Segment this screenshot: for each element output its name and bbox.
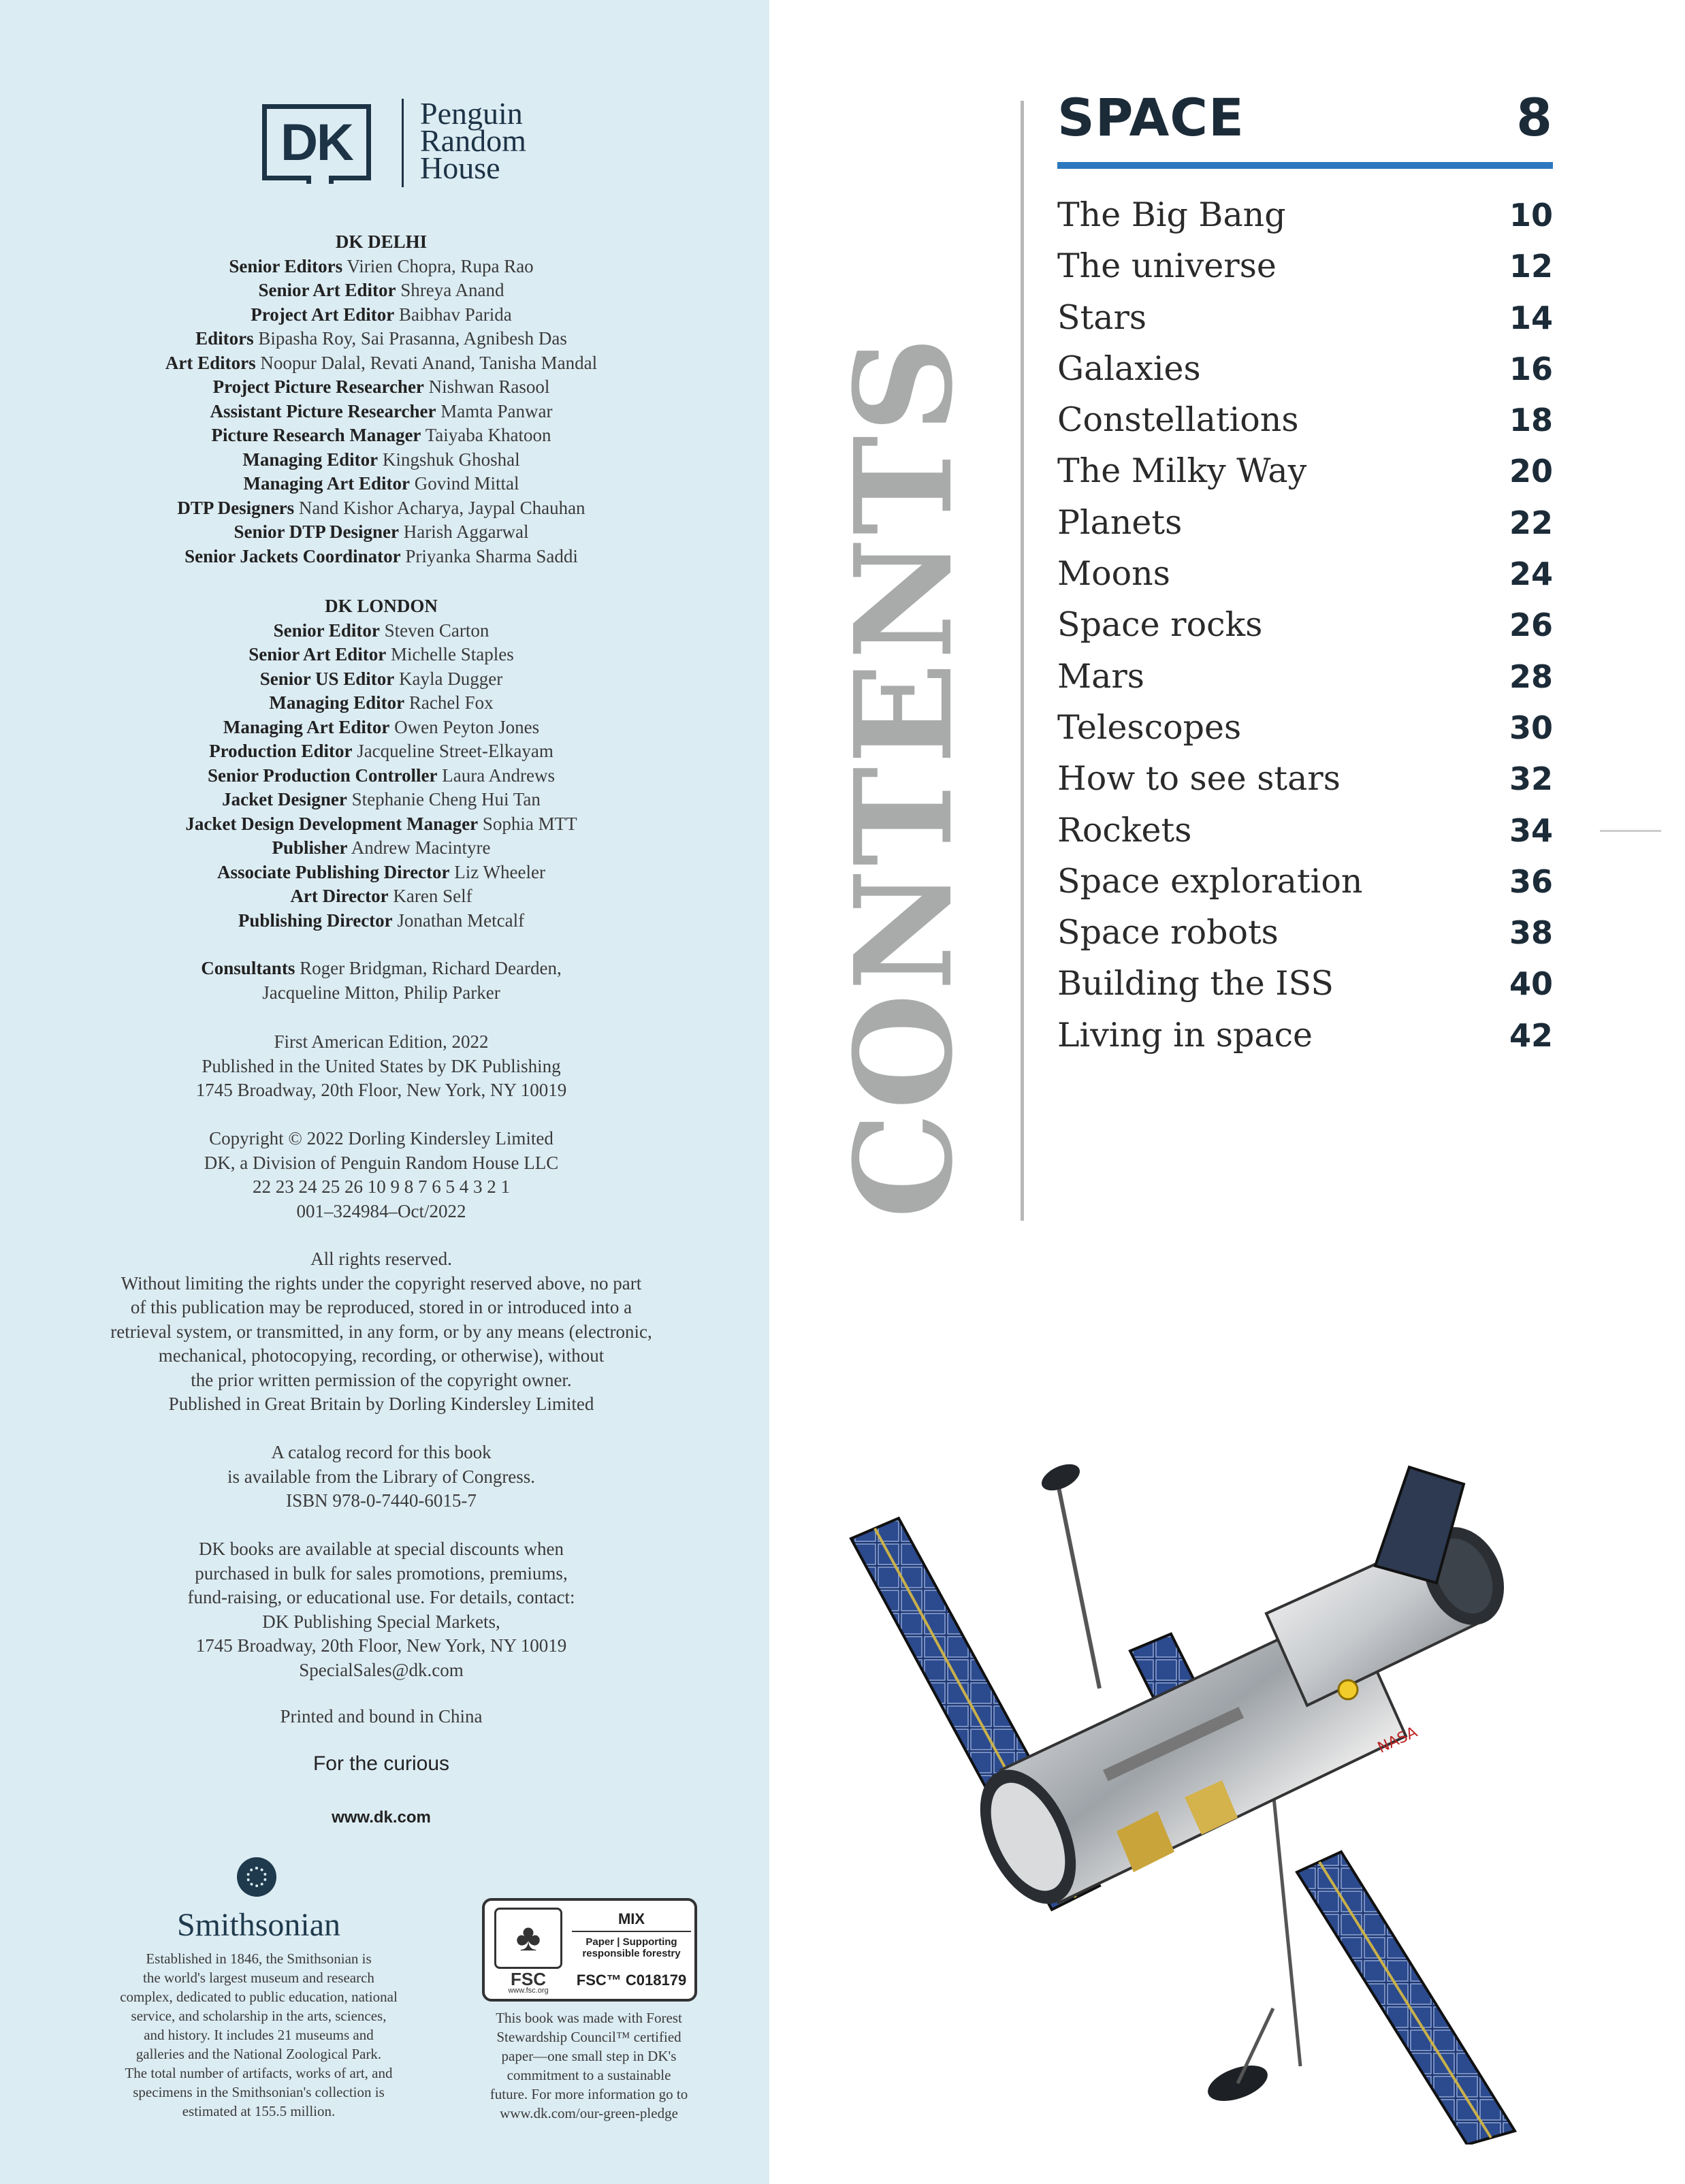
hubble-telescope-image xyxy=(831,1450,1593,2145)
credit-row xyxy=(41,278,722,303)
smithsonian-logo-text: Smithsonian xyxy=(176,1907,341,1943)
text-line: Published in Great Britain by Dorling Kindersley Limited xyxy=(168,1394,594,1414)
fsc-mix: MIX xyxy=(617,1910,645,1927)
toc-entry[interactable] xyxy=(1057,344,1553,396)
special-sales-info xyxy=(41,1537,722,1682)
toc-entry-page: 12 xyxy=(1509,248,1553,285)
toc-entry[interactable] xyxy=(1057,754,1553,805)
text-line: paper—one small step in DK's xyxy=(501,2048,677,2064)
credit-row xyxy=(41,667,722,692)
credit-role: Senior Jackets Coordinator xyxy=(184,545,401,566)
credit-role: Senior Production Controller xyxy=(208,765,438,786)
credit-names: Bipasha Roy, Sai Prasanna, Agnibesh Das xyxy=(258,328,567,349)
credit-row xyxy=(41,520,722,545)
credit-role: Publisher xyxy=(272,837,348,858)
text-line: 1745 Broadway, 20th Floor, New York, NY 10019 xyxy=(195,1080,567,1100)
toc-entry[interactable] xyxy=(1057,959,1553,1010)
credit-role: Project Art Editor xyxy=(251,304,395,325)
toc-entry[interactable] xyxy=(1057,600,1553,652)
credit-row xyxy=(41,957,722,981)
email: SpecialSales@dk.com xyxy=(299,1659,464,1680)
credit-row xyxy=(41,400,722,424)
toc-entry-title: Mars xyxy=(1057,656,1144,696)
text-line: DK, a Division of Penguin Random House LLC xyxy=(204,1152,559,1173)
text-line: and history. It includes 21 museums and xyxy=(144,2027,374,2043)
credit-row xyxy=(41,448,722,472)
text-line: galleries and the National Zoological Park. xyxy=(135,2046,382,2062)
fsc-url: www.fsc.org xyxy=(508,1987,549,1995)
toc-entry-page: 42 xyxy=(1509,1016,1553,1054)
toc-entry-title: Galaxies xyxy=(1057,349,1201,388)
credit-role: Managing Editor xyxy=(242,449,379,470)
dk-prh-logo xyxy=(262,96,562,187)
toc-entry-page: 40 xyxy=(1509,965,1553,1003)
toc-entry-title: The universe xyxy=(1057,246,1277,286)
scan-mark xyxy=(1600,830,1661,832)
credit-role: Assistant Picture Researcher xyxy=(210,400,436,421)
credit-names: Liz Wheeler xyxy=(454,861,545,882)
credit-row xyxy=(41,812,722,837)
toc-entry[interactable] xyxy=(1057,242,1553,293)
toc-entry-page: 26 xyxy=(1509,607,1553,644)
credit-names: Karen Self xyxy=(393,886,472,906)
credit-role: Senior Art Editor xyxy=(258,280,396,300)
credit-role: Senior US Editor xyxy=(259,668,395,689)
toc-entry-title: Moons xyxy=(1057,554,1170,594)
toc-entry-page: 20 xyxy=(1509,453,1553,490)
credit-row xyxy=(41,861,722,885)
text-line: Without limiting the rights under the copyright reserved above, no part xyxy=(121,1272,642,1294)
text-line: 1745 Broadway, 20th Floor, New York, NY 10019 xyxy=(195,1635,567,1656)
text-line: of this publication may be reproduced, stored in or introduced into a xyxy=(130,1297,632,1317)
toc-entry-title: Building the ISS xyxy=(1057,964,1334,1003)
text-line: mechanical, photocopying, recording, or otherwise), without xyxy=(158,1345,605,1366)
toc-entry-title: Planets xyxy=(1057,502,1183,542)
credit-role: Associate Publishing Director xyxy=(217,861,450,882)
toc-entry[interactable] xyxy=(1057,447,1553,498)
text-line: 22 23 24 25 26 10 9 8 7 6 5 4 3 2 1 xyxy=(253,1176,510,1197)
prh-logo-line: Penguin xyxy=(420,96,523,131)
credit-names: Sophia MTT xyxy=(482,813,577,834)
text-line: DK Publishing Special Markets, xyxy=(262,1611,500,1632)
toc-entry-title: Constellations xyxy=(1057,400,1299,440)
text-line: the world's largest museum and research xyxy=(143,1970,374,1986)
fsc-tree-icon: ♣ xyxy=(494,1908,562,1969)
credit-row xyxy=(41,716,722,740)
dk-logo: DK xyxy=(262,104,371,180)
toc-entry-title: Space exploration xyxy=(1057,861,1363,901)
consultants-credits xyxy=(41,957,722,1005)
credit-row xyxy=(41,788,722,812)
text-line: Paper | Supporting xyxy=(585,1936,677,1948)
credit-names: Noopur Dalal, Revati Anand, Tanisha Mandal xyxy=(260,352,598,373)
toc-entry-title: Telescopes xyxy=(1057,707,1242,747)
credit-row xyxy=(41,884,722,909)
credit-names: Stephanie Cheng Hui Tan xyxy=(351,789,541,809)
credit-role: Jacket Designer xyxy=(222,789,347,809)
toc-entry[interactable] xyxy=(1057,652,1553,703)
fsc-code: FSC™ C018179 xyxy=(576,1972,687,1989)
credit-names: Harish Aggarwal xyxy=(403,521,529,542)
credit-names: Laura Andrews xyxy=(442,765,555,786)
credit-row xyxy=(41,739,722,764)
credit-names: Roger Bridgman, Richard Dearden, xyxy=(300,958,562,978)
credit-names: Jacqueline Street-Elkayam xyxy=(357,741,553,761)
toc-entry-page: 10 xyxy=(1509,197,1553,234)
edition-info xyxy=(41,1030,722,1103)
toc-entry-page: 38 xyxy=(1509,914,1553,952)
prh-logo-line: House xyxy=(420,150,500,185)
fsc-divider xyxy=(572,1931,691,1932)
section-page-number: 8 xyxy=(1516,87,1552,148)
toc-entry[interactable] xyxy=(1057,549,1553,600)
text-line: DK books are available at special discounts when xyxy=(198,1539,564,1559)
text-line: commitment to a sustainable xyxy=(507,2067,671,2083)
toc-entry-page: 28 xyxy=(1509,658,1553,695)
credit-names: Jacqueline Mitton, Philip Parker xyxy=(262,982,500,1003)
credit-names: Nand Kishor Acharya, Jaypal Chauhan xyxy=(298,497,585,518)
credit-names: Nishwan Rasool xyxy=(428,376,550,397)
text-line: This book was made with Forest xyxy=(496,2010,682,2026)
credit-role: Senior DTP Designer xyxy=(234,521,400,542)
credit-row xyxy=(41,327,722,351)
toc-entry-page: 22 xyxy=(1509,504,1553,541)
text-line: Copyright © 2022 Dorling Kindersley Limited xyxy=(209,1128,553,1149)
text-line: service, and scholarship in the arts, sciences, xyxy=(131,2008,387,2024)
text-line: 001–324984–Oct/2022 xyxy=(296,1200,466,1221)
credit-role: Senior Art Editor xyxy=(248,644,387,664)
credit-row xyxy=(41,545,722,569)
credit-names: Andrew Macintyre xyxy=(351,837,491,858)
fsc-description xyxy=(470,2008,708,2123)
credit-names: Priyanka Sharma Saddi xyxy=(405,545,578,566)
toc-entry[interactable] xyxy=(1057,396,1553,447)
credit-row xyxy=(41,909,722,933)
contents-heading: CONTENTS xyxy=(826,334,982,1219)
credit-row xyxy=(41,255,722,279)
toc-list xyxy=(1057,191,1553,1062)
text-line: responsible forestry xyxy=(582,1948,681,1959)
credit-role: Project Picture Researcher xyxy=(212,376,424,397)
rights-notice xyxy=(41,1247,722,1417)
credit-names: Steven Carton xyxy=(384,620,490,641)
text-line: purchased in bulk for sales promotions, premiums, xyxy=(195,1562,568,1584)
toc-entry-page: 34 xyxy=(1509,812,1553,849)
toc-entry-title: Stars xyxy=(1057,298,1147,337)
credit-role: DTP Designers xyxy=(177,497,295,518)
toc-entry[interactable] xyxy=(1057,293,1553,344)
credit-role: Editors xyxy=(195,328,254,349)
credit-row xyxy=(41,836,722,861)
credits-heading: DK LONDON xyxy=(325,596,438,616)
credit-role: Managing Art Editor xyxy=(243,473,410,494)
toc-entry-page: 14 xyxy=(1509,299,1553,336)
text-line: Stewardship Council™ certified xyxy=(496,2029,681,2045)
text-line: specimens in the Smithsonian's collection is xyxy=(133,2084,385,2100)
toc-entry-title: The Big Bang xyxy=(1057,195,1286,234)
text-line: Established in 1846, the Smithsonian is xyxy=(146,1950,372,1967)
credit-row xyxy=(41,764,722,788)
smithsonian-sun-icon xyxy=(237,1857,276,1897)
smithsonian-description xyxy=(89,1949,429,2121)
credit-role: Publishing Director xyxy=(238,910,393,931)
credit-names: Baibhav Parida xyxy=(398,304,512,325)
toc-entry-page: 36 xyxy=(1509,863,1553,900)
credit-row xyxy=(41,375,722,400)
toc-entry-title: How to see stars xyxy=(1057,759,1341,799)
credit-role: Art Director xyxy=(290,886,389,906)
credit-row xyxy=(41,496,722,521)
dk-delhi-credits xyxy=(41,230,722,568)
credit-role: Senior Editors xyxy=(229,255,343,276)
credit-role: Jacket Design Development Manager xyxy=(185,813,479,834)
toc-entry-title: Space rocks xyxy=(1057,605,1263,645)
toc-entry[interactable] xyxy=(1057,806,1553,857)
section-title: SPACE xyxy=(1057,87,1245,148)
credit-names: Kingshuk Ghoshal xyxy=(382,449,520,470)
credit-row xyxy=(41,691,722,716)
credit-names: Owen Peyton Jones xyxy=(394,716,540,737)
catalog-info xyxy=(41,1441,722,1513)
credit-row xyxy=(41,643,722,667)
credit-names: Michelle Staples xyxy=(391,644,514,664)
credit-names: Virien Chopra, Rupa Rao xyxy=(347,255,534,276)
toc-entry-page: 24 xyxy=(1509,556,1553,593)
text-line: A catalog record for this book xyxy=(271,1442,492,1462)
text-line: future. For more information go to xyxy=(490,2086,688,2102)
fsc-paper-text xyxy=(572,1936,691,1959)
toc-entry-page: 18 xyxy=(1509,402,1553,439)
isbn: ISBN 978-0-7440-6015-7 xyxy=(286,1490,477,1511)
credit-row xyxy=(41,303,722,327)
text-line: the prior written permission of the copyright owner. xyxy=(191,1369,572,1390)
toc-entry-page: 32 xyxy=(1509,760,1553,798)
toc-entry[interactable] xyxy=(1057,498,1553,549)
credits-heading: DK DELHI xyxy=(335,231,428,252)
credit-role: Managing Editor xyxy=(269,692,405,713)
toc-entry[interactable] xyxy=(1057,908,1553,959)
credit-names: Govind Mittal xyxy=(414,473,519,494)
toc-entry[interactable] xyxy=(1057,857,1553,908)
toc-entry-title: Rockets xyxy=(1057,810,1192,850)
toc-entry[interactable] xyxy=(1057,703,1553,754)
text-line: estimated at 155.5 million. xyxy=(182,2103,336,2119)
credit-names: Mamta Panwar xyxy=(440,400,553,421)
credit-names: Taiyaba Khatoon xyxy=(425,425,551,445)
vertical-divider xyxy=(1021,101,1024,1221)
printed-in: Printed and bound in China xyxy=(280,1706,483,1727)
text-line: retrieval system, or transmitted, in any form, or by any means (electronic, xyxy=(110,1321,652,1342)
credit-names: Shreya Anand xyxy=(400,280,504,300)
dk-london-credits xyxy=(41,594,722,933)
text-line: The total number of artifacts, works of art, and xyxy=(125,2065,393,2081)
fsc-label: FSC xyxy=(511,1969,546,1989)
credit-names: Rachel Fox xyxy=(408,692,494,713)
credit-role: Consultants xyxy=(201,958,295,978)
prh-logo-line: Random xyxy=(420,123,526,158)
text-line: is available from the Library of Congress. xyxy=(227,1466,536,1487)
credit-role: Art Editors xyxy=(165,352,256,373)
imprint-panel xyxy=(0,0,769,2184)
toc-entry-title: Space robots xyxy=(1057,913,1279,952)
fsc-badge xyxy=(482,1898,697,2002)
section-rule xyxy=(1057,162,1553,169)
solar-panel-lower xyxy=(1297,1852,1515,2145)
svg-text:NASA: NASA xyxy=(1375,1724,1420,1757)
credit-role: Senior Editor xyxy=(273,620,380,641)
toc-entry-page: 16 xyxy=(1509,350,1553,387)
credit-role: Picture Research Manager xyxy=(211,425,421,445)
toc-entry-title: The Milky Way xyxy=(1057,451,1307,491)
text-line: fund-raising, or educational use. For details, contact: xyxy=(187,1587,575,1607)
tagline: For the curious xyxy=(312,1752,450,1775)
copyright-info xyxy=(41,1127,722,1223)
credit-role: Production Editor xyxy=(209,741,353,761)
credit-row xyxy=(41,351,722,376)
text-line: First American Edition, 2022 xyxy=(274,1031,489,1052)
credit-names: Jonathan Metcalf xyxy=(397,910,525,931)
website: www.dk.com xyxy=(332,1808,431,1827)
credit-row xyxy=(41,423,722,448)
text-line: All rights reserved. xyxy=(310,1249,452,1269)
credit-row xyxy=(41,472,722,496)
credit-role: Managing Art Editor xyxy=(223,716,390,737)
toc-entry[interactable] xyxy=(1057,191,1553,242)
logo-divider xyxy=(402,99,404,187)
text-line: Published in the United States by DK Publishing xyxy=(202,1055,561,1076)
text-line: www.dk.com/our-green-pledge xyxy=(500,2105,678,2121)
toc-entry-title: Living in space xyxy=(1057,1015,1313,1055)
toc-entry[interactable] xyxy=(1057,1011,1553,1062)
text-line: complex, dedicated to public education, national xyxy=(120,1989,398,2005)
credit-row xyxy=(41,619,722,643)
credit-names: Kayla Dugger xyxy=(399,668,503,689)
toc-entry-page: 30 xyxy=(1509,709,1553,746)
